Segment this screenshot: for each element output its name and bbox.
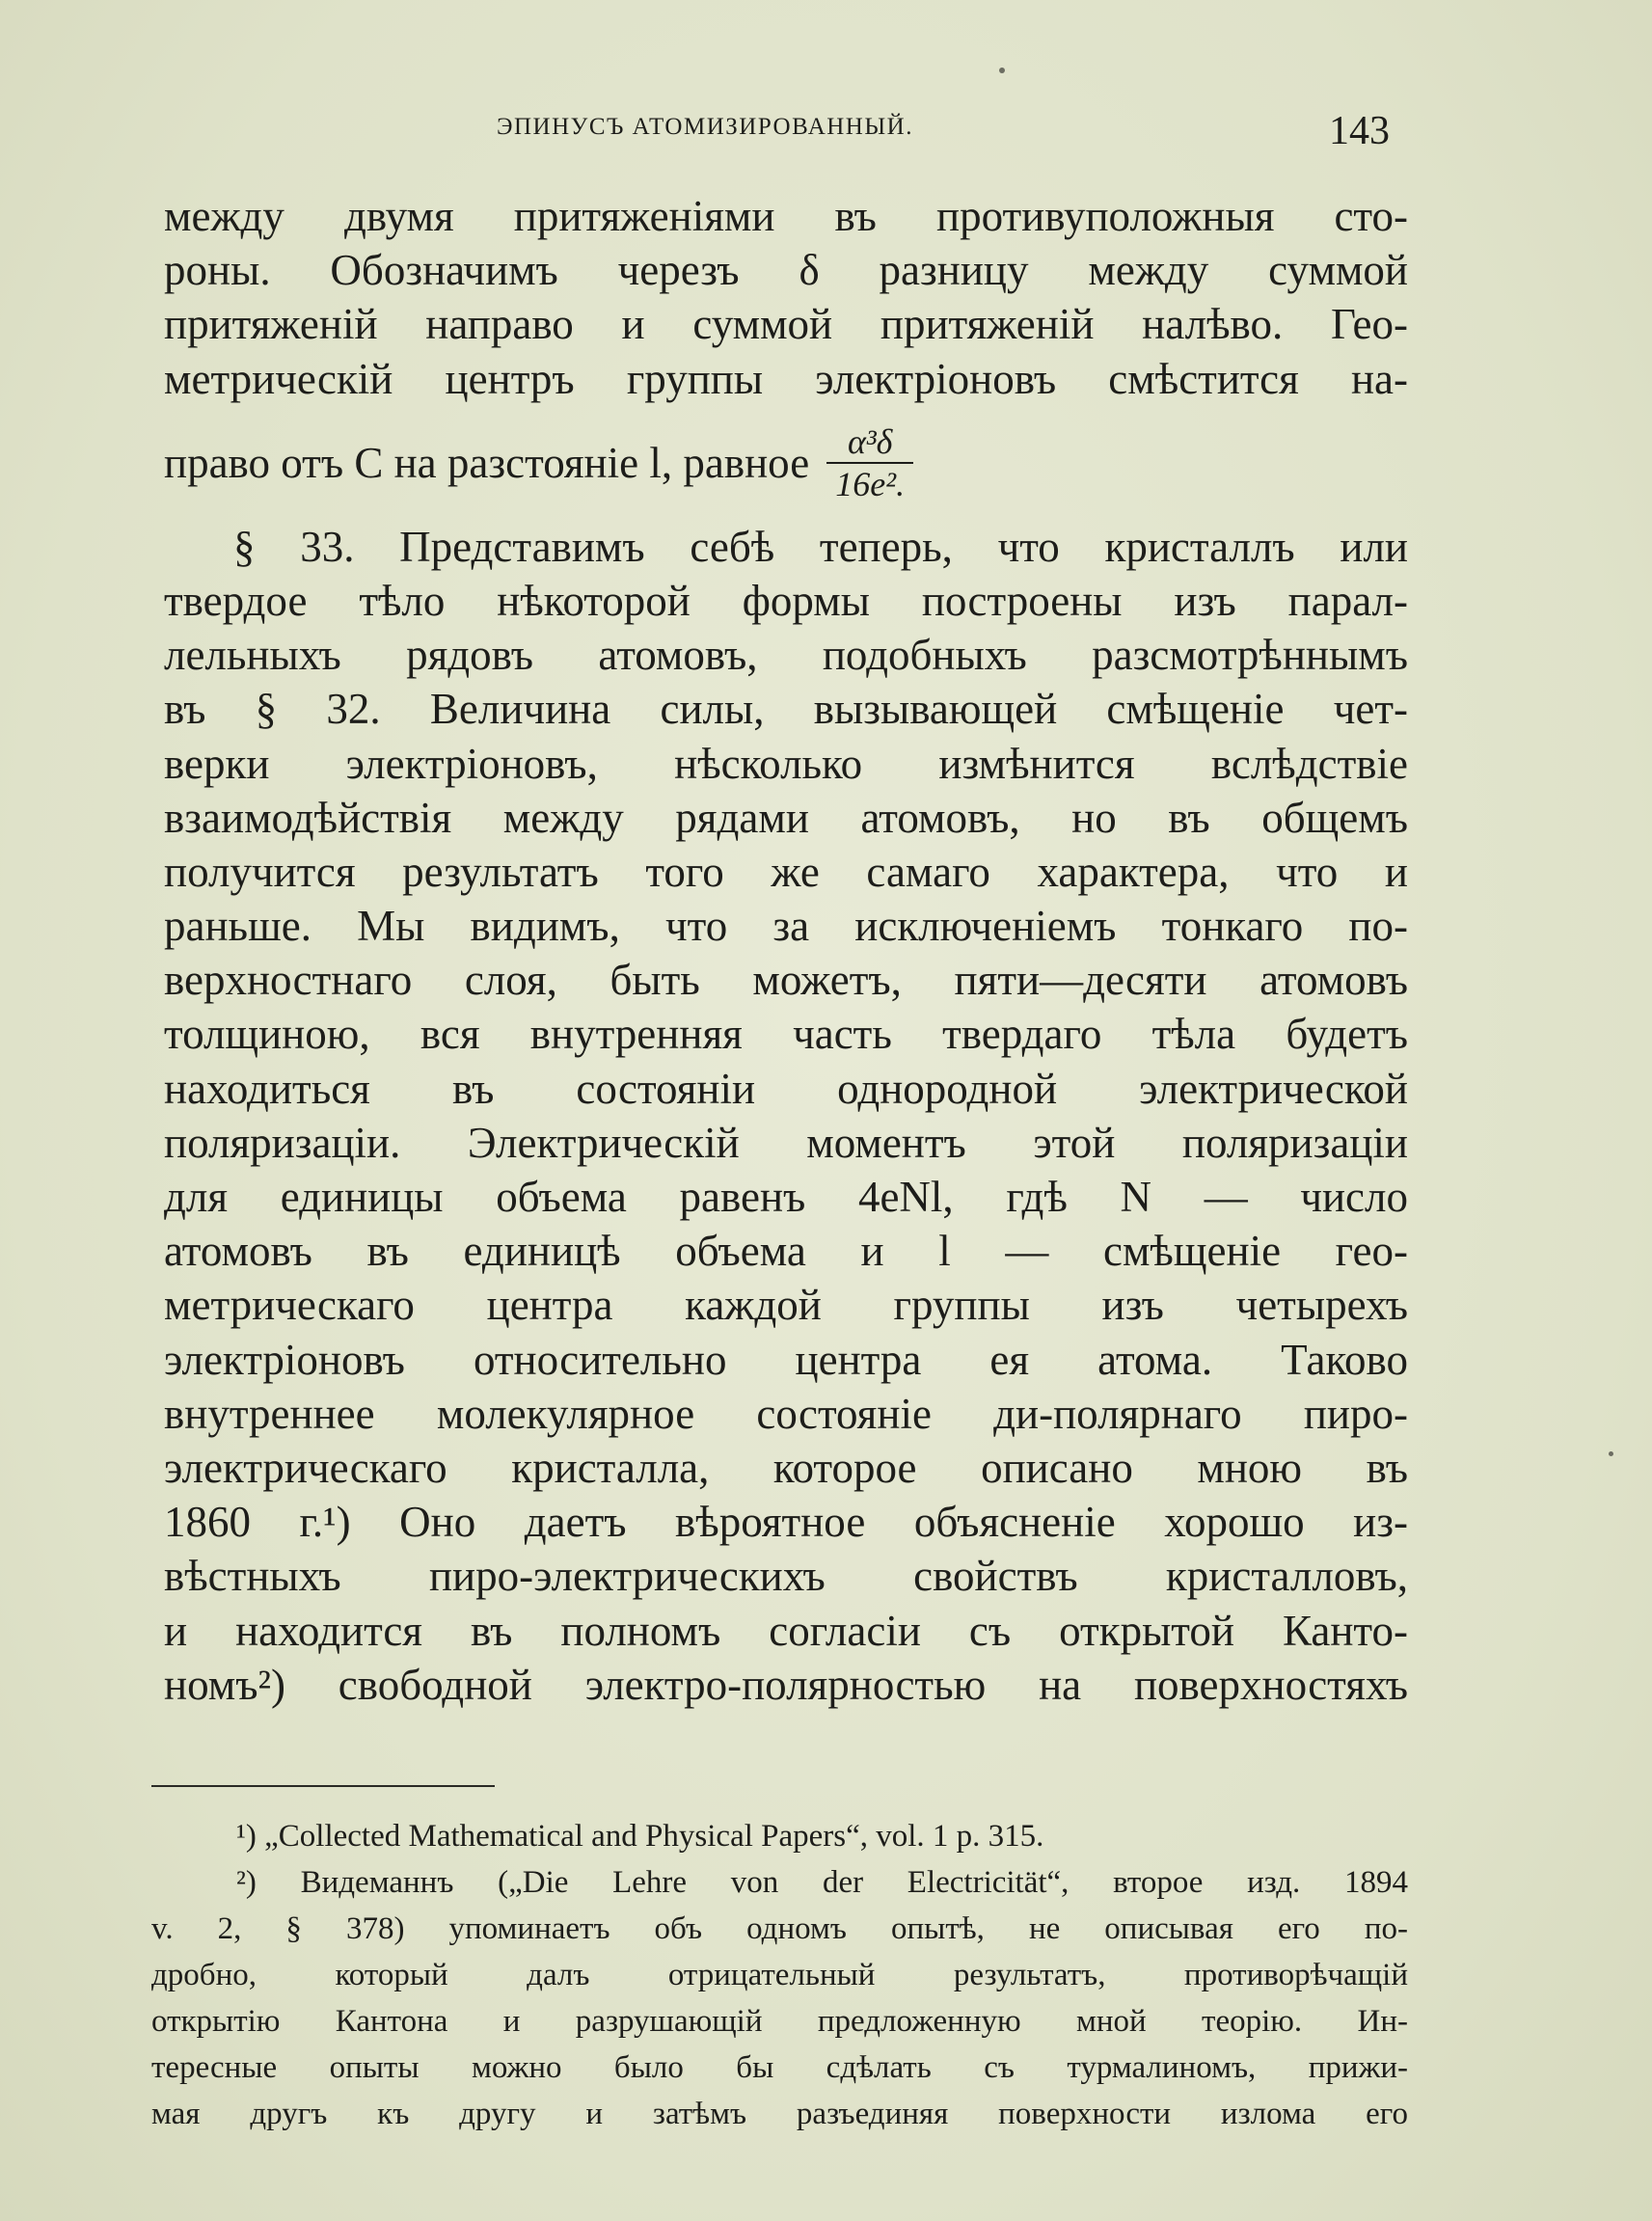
text-line: для единицы объема равенъ 4eNl, гдѣ N — число — [164, 1173, 1408, 1221]
text-line: номъ²) свободной электро-полярностью на поверхностяхъ — [164, 1660, 1408, 1709]
text-line: вѣстныхъ пиро-электрическихъ свойствъ кристалловъ, — [164, 1552, 1408, 1601]
footnote-2-line: тересные опыты можно было бы сдѣлать съ турмалиномъ, прижи- — [151, 2050, 1408, 2085]
footnote-separator — [151, 1785, 495, 1787]
formula-denominator: 16e². — [835, 464, 906, 503]
formula-lead-text: право отъ C на разстояніе l, равное — [164, 438, 810, 487]
text-line: верки электріоновъ, нѣсколько измѣнится вслѣдствіе — [164, 739, 1408, 788]
text-line: въ § 32. Величина силы, вызывающей смѣщеніе чет- — [164, 685, 1408, 734]
main-text — [164, 189, 1408, 1712]
footnote-1: ¹) „Collected Mathematical and Physical Papers“, vol. 1 p. 315. — [236, 1819, 1044, 1854]
footnotes — [151, 1813, 1408, 2137]
text-line: внутреннее молекулярное состояніе ди-полярнаго пиро- — [164, 1389, 1408, 1438]
text-line: метрическаго центра каждой группы изъ четырехъ — [164, 1281, 1408, 1330]
text-line: поляризаціи. Электрическій моментъ этой поляризаціи — [164, 1118, 1408, 1167]
footnote-2-line: открытію Кантона и разрушающій предложенную мной теорію. Ин- — [151, 2004, 1408, 2039]
section-33-heading-line: § 33. Представимъ себѣ теперь, что кристаллъ или — [233, 522, 1408, 571]
footnote-2-line: v. 2, § 378) упоминаетъ объ одномъ опытѣ, не описывая его по- — [151, 1911, 1408, 1946]
footnote-2-line: ²) Видеманнъ („Die Lehre von der Electricität“, второе изд. 1894 — [236, 1865, 1408, 1900]
formula-fraction — [826, 421, 913, 504]
text-line: электрическаго кристалла, которое описано мною въ — [164, 1443, 1408, 1492]
print-speck — [1609, 1451, 1613, 1456]
running-title: ЭПИНУСЪ АТОМИЗИРОВАННЫЙ. — [497, 114, 913, 140]
text-line: верхностнаго слоя, быть можетъ, пяти—десяти атомовъ — [164, 956, 1408, 1005]
text-line: толщиною, вся внутренняя часть твердаго тѣла будетъ — [164, 1010, 1408, 1059]
text-line: получится результатъ того же самаго характера, что и — [164, 847, 1408, 896]
text-line: атомовъ въ единицѣ объема и l — смѣщеніе гео- — [164, 1227, 1408, 1276]
page-header — [0, 108, 1652, 166]
text-line: электріоновъ относительно центра ея атома. Таково — [164, 1335, 1408, 1384]
formula-line — [164, 406, 1408, 520]
footnote-2-line: мая другъ къ другу и затѣмъ разъединяя поверхности излома его — [151, 2097, 1408, 2131]
page-number: 143 — [1329, 109, 1390, 153]
text-line: раньше. Мы видимъ, что за исключеніемъ тонкаго по- — [164, 902, 1408, 951]
text-line: метрическій центръ группы электріоновъ смѣстится на- — [164, 354, 1408, 403]
text-line: 1860 г.¹) Оно даетъ вѣроятное объясненіе хорошо из- — [164, 1498, 1408, 1547]
text-line: твердое тѣло нѣкоторой формы построены изъ парал- — [164, 576, 1408, 625]
text-line: между двумя притяженіями въ противуположныя сто- — [164, 192, 1408, 240]
text-line: находиться въ состояніи однородной электрической — [164, 1064, 1408, 1113]
text-line: роны. Обозначимъ черезъ δ разницу между суммой — [164, 246, 1408, 295]
text-line: и находится въ полномъ согласіи съ открытой Канто- — [164, 1606, 1408, 1655]
footnote-2-line: дробно, который далъ отрицательный результатъ, противорѣчащій — [151, 1958, 1408, 1992]
print-speck — [999, 68, 1005, 73]
text-line: притяженій направо и суммой притяженій налѣво. Гео- — [164, 300, 1408, 349]
formula-numerator: α³δ — [847, 421, 893, 461]
text-line: лельныхъ рядовъ атомовъ, подобныхъ разсмотрѣннымъ — [164, 631, 1408, 680]
text-line: взаимодѣйствія между рядами атомовъ, но въ общемъ — [164, 793, 1408, 842]
